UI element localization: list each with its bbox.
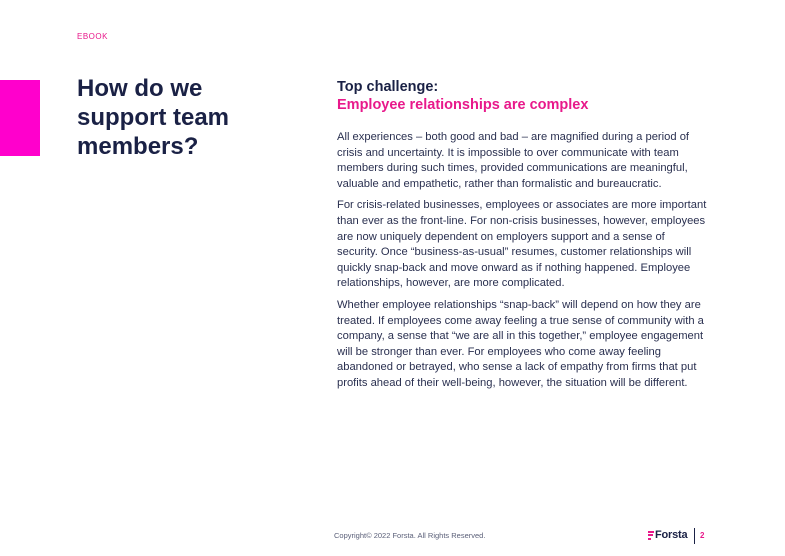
challenge-heading-title: Employee relationships are complex [337, 97, 589, 113]
content-column [337, 78, 707, 392]
body-paragraph: Whether employee relationships “snap-back” will depend on how they are treated. If employees come away feeling a true sense of community with a company, a sense that “we are all in this together,” employee engagement will be stronger than ever. For employees who come away feeling abandoned or betrayed, who sense a lack of empathy from firms that put profits ahead of their well-being, however, the situation will be different. [337, 298, 704, 389]
page-number: 2 [700, 531, 705, 540]
logo-text: Forsta [655, 529, 688, 541]
page-title: How do we support team members? [77, 75, 230, 160]
body-paragraph: All experiences – both good and bad – are magnified during a period of crisis and uncertainty. It is impossible to over communicate with team members during such times, provided communications are meaningful, valuable and empathetic, rather than formalistic and bureaucratic. [337, 131, 690, 190]
challenge-heading-label: Top challenge: [337, 79, 439, 95]
ebook-label: EBOOK [77, 32, 108, 41]
copyright-text: Copyright© 2022 Forsta. All Rights Reserved. [334, 531, 486, 540]
forsta-logo [648, 528, 687, 542]
forsta-logo-icon [648, 531, 654, 540]
accent-bar [0, 80, 40, 156]
body-paragraph: For crisis-related businesses, employees or associates are more important than ever as the front-line. For non-crisis businesses, however, employees are now uniquely dependent on employers support and a sense of security. Once “business-as-usual” resumes, customer relationships will quickly snap-back and move onward as if nothing happened. Employee relationships, however, are more complicated. [337, 199, 707, 290]
footer-divider [694, 528, 695, 544]
challenge-heading [337, 78, 707, 114]
